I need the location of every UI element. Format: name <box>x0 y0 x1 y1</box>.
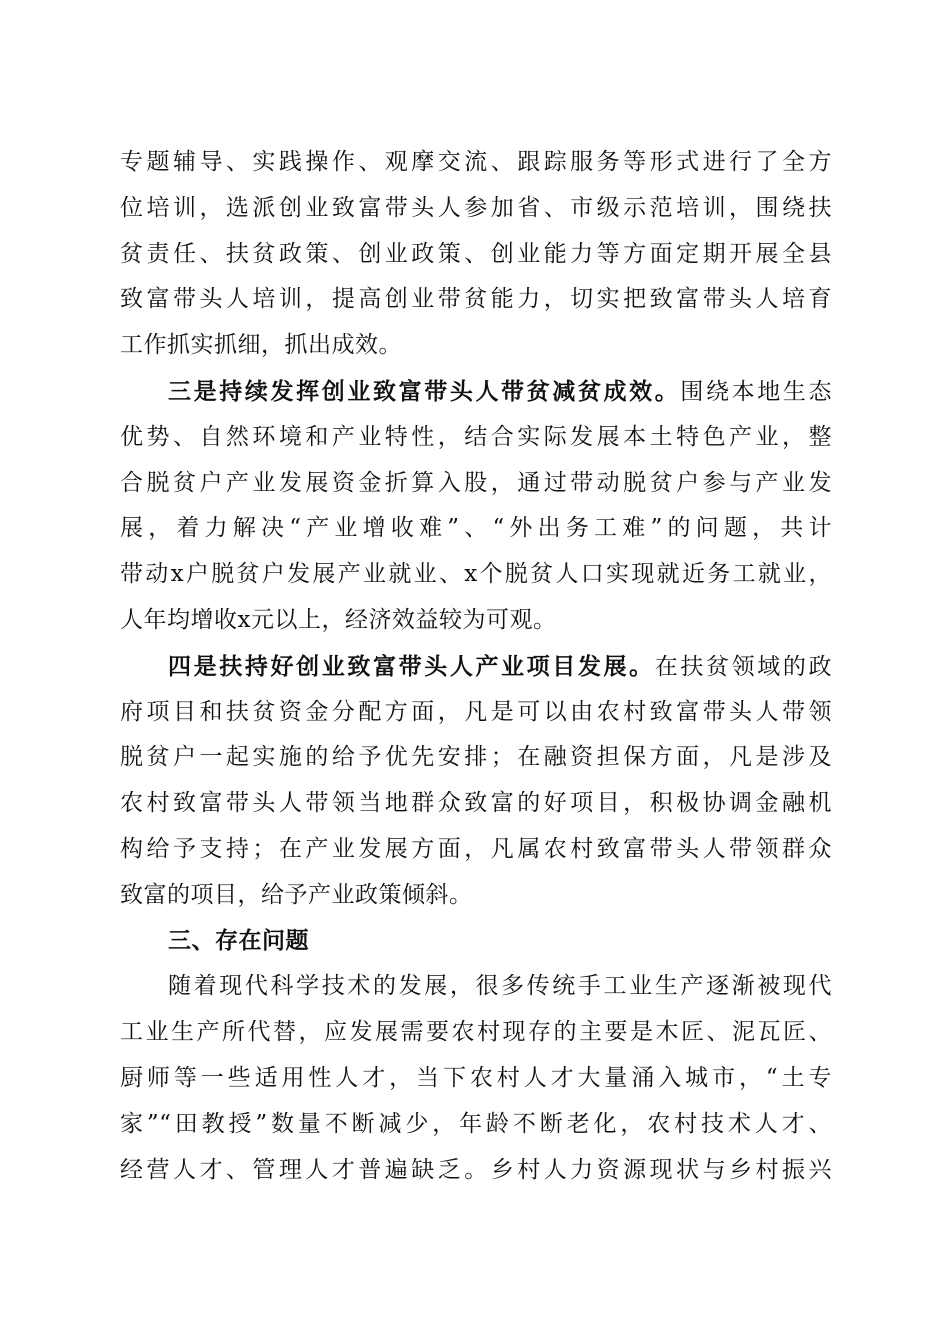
text-line: 贫责任、扶贫政策、创业政策、创业能力等方面定期开展全县 <box>120 240 832 267</box>
text-line: 经营人才、管理人才普遍缺乏。乡村人力资源现状与乡村振兴 <box>120 1156 832 1183</box>
text-line: 工业生产所代替，应发展需要农村现存的主要是木匠、泥瓦匠、 <box>120 1019 832 1046</box>
text-line: 合脱贫户产业发展资金折算入股，通过带动脱贫户参与产业发 <box>120 469 832 496</box>
paragraph-problems <box>120 964 832 1193</box>
section-heading: 三、存在问题 <box>168 927 309 954</box>
text-line: 工作抓实抓细，抓出成效。 <box>120 332 402 359</box>
paragraph-lead: 三是持续发挥创业致富带头人带贫减贫成效。 <box>168 377 681 405</box>
text-line: 位培训，选派创业致富带头人参加省、市级示范培训，围绕扶 <box>120 194 832 221</box>
paragraph-project-support <box>120 644 832 919</box>
paragraph-lead-rest: 在扶贫领域的政 <box>654 653 833 680</box>
text-line: 构给予支持；在产业发展方面，凡属农村致富带头人带领群众 <box>120 835 832 862</box>
text-line: 厨师等一些适用性人才，当下农村人才大量涌入城市，“土专 <box>120 1064 832 1091</box>
text-line: 农村致富带头人带领当地群众致富的好项目，积极协调金融机 <box>120 790 832 817</box>
paragraph-poverty-reduction <box>120 369 832 644</box>
paragraph-lead-rest: 围绕本地生态 <box>680 378 833 405</box>
text-line: 府项目和扶贫资金分配方面，凡是可以由农村致富带头人带领 <box>120 698 832 725</box>
paragraph-lead: 四是扶持好创业致富带头人产业项目发展。 <box>168 652 655 680</box>
text-line: 带动x户脱贫户发展产业就业、x个脱贫人口实现就近务工就业， <box>120 561 832 588</box>
text-line: 专题辅导、实践操作、观摩交流、跟踪服务等形式进行了全方 <box>120 149 832 175</box>
text-line: 家”“田教授”数量不断减少，年龄不断老化，农村技术人才、 <box>120 1110 832 1137</box>
text-line: 致富带头人培训，提高创业带贫能力，切实把致富带头人培育 <box>120 286 832 313</box>
text-line: 致富的项目，给予产业政策倾斜。 <box>120 881 473 908</box>
text-line: 人年均增收x元以上，经济效益较为可观。 <box>120 606 557 633</box>
text-line: 随着现代科学技术的发展，很多传统手工业生产逐渐被现代 <box>168 973 832 1000</box>
text-line: 优势、自然环境和产业特性，结合实际发展本土特色产业，整 <box>120 423 832 450</box>
text-line: 展，着力解决“产业增收难”、“外出务工难”的问题，共计 <box>120 515 832 542</box>
document-body <box>120 140 832 1193</box>
text-line <box>120 369 832 415</box>
paragraph-training <box>120 140 832 369</box>
text-line <box>120 644 832 690</box>
text-line: 脱贫户一起实施的给予优先安排；在融资担保方面，凡是涉及 <box>120 744 832 771</box>
